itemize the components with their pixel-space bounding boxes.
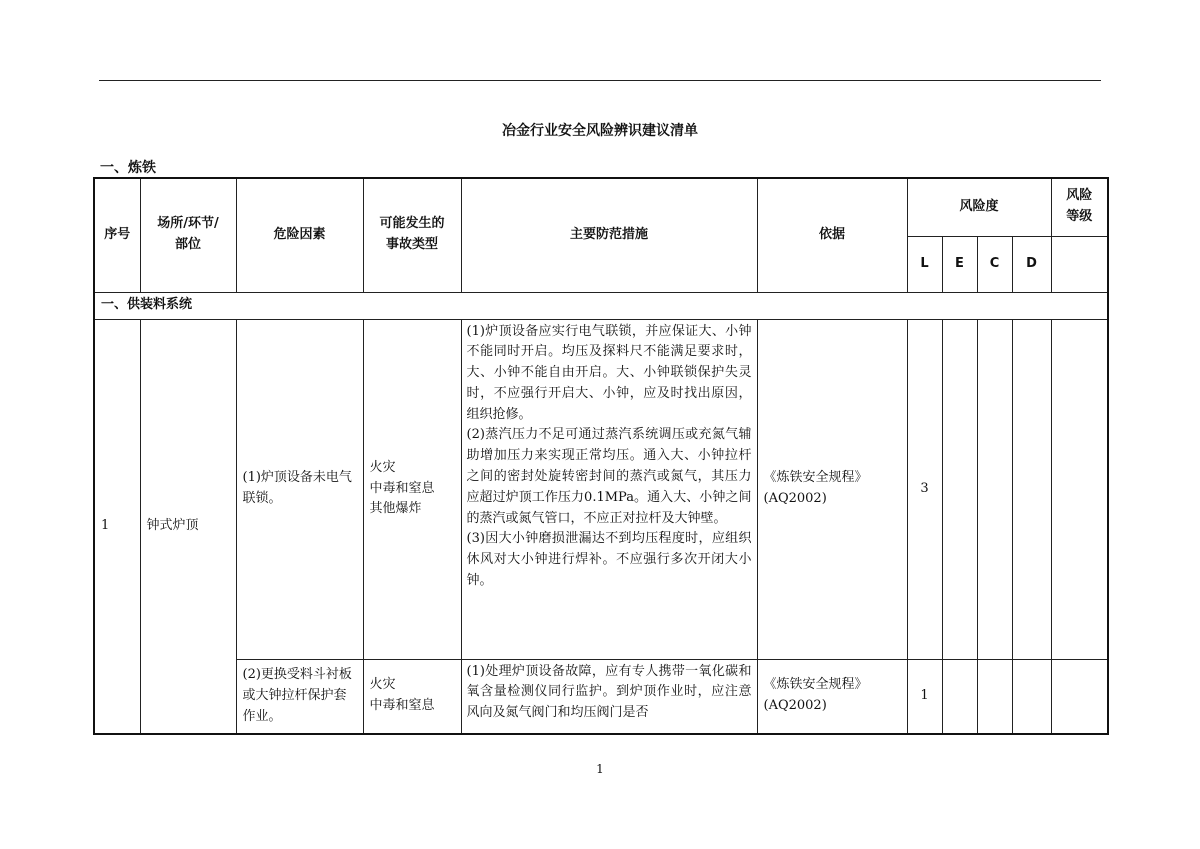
table-row [94, 319, 1108, 659]
section-heading: 一、炼铁 [100, 160, 156, 176]
row-L: 1 [907, 659, 942, 734]
row-seq: 1 [94, 319, 140, 734]
row-C [977, 659, 1012, 734]
header-L: L [907, 236, 942, 292]
subsection-label: 一、供装料系统 [94, 292, 1108, 319]
row-level [1051, 659, 1108, 734]
measure-item: (2)蒸汽压力不足可通过蒸汽系统调压或充氮气辅助增加压力来实现正常均压。通入大、小钟拉杆之间的密封处旋转密封间的蒸汽或氮气，其压力应超过炉顶工作压力0.1MPa。通入大、小钟之间的蒸汽或氮气管口，不应正对拉杆及大钟壁。 [466, 427, 752, 526]
basis-code: (AQ2002) [763, 698, 827, 714]
basis-title: 《炼铁安全规程》 [763, 470, 868, 486]
table-row [94, 659, 1108, 734]
header-level-blank [1051, 236, 1108, 292]
row-E [942, 659, 977, 734]
row-hazard: (1)炉顶设备未电气联锁。 [236, 319, 363, 659]
header-hazard: 危险因素 [236, 178, 363, 292]
header-C: C [977, 236, 1012, 292]
accident-type: 火灾 [369, 459, 396, 475]
row-E [942, 319, 977, 659]
row-D [1012, 659, 1051, 734]
measure-item: (3)因大小钟磨损泄漏达不到均压程度时，应组织休风对大小钟进行焊补。不应强行多次开闭大小钟。 [466, 531, 752, 589]
measure-item: (1)炉顶设备应实行电气联锁，并应保证大、小钟不能同时开启。均压及探料尺不能满足要求时，大、小钟不能自由开启。大、小钟联锁保护失灵时，不应强行开启大、小钟，应及时找出原因，组织抢修。 [466, 323, 752, 422]
page-number: 1 [596, 762, 604, 776]
row-accident [363, 659, 461, 734]
header-place: 场所/环节/部位 [140, 178, 236, 292]
row-basis [757, 659, 907, 734]
header-seq: 序号 [94, 178, 140, 292]
header-basis: 依据 [757, 178, 907, 292]
row-C [977, 319, 1012, 659]
header-rule [99, 80, 1101, 81]
accident-type: 中毒和窒息 [369, 480, 435, 496]
row-measures [461, 319, 757, 659]
measure-item: (1)处理炉顶设备故障，应有专人携带一氧化碳和氧含量检测仪同行监护。到炉顶作业时，应注意风向及氮气阀门和均压阀门是否 [466, 663, 752, 721]
row-place: 钟式炉顶 [140, 319, 236, 734]
header-risk: 风险度 [907, 178, 1051, 236]
header-accident: 可能发生的事故类型 [363, 178, 461, 292]
row-hazard: (2)更换受料斗衬板或大钟拉杆保护套作业。 [236, 659, 363, 734]
row-accident [363, 319, 461, 659]
accident-type: 中毒和窒息 [369, 698, 435, 714]
header-D: D [1012, 236, 1051, 292]
risk-table [93, 177, 1109, 735]
subsection-row [94, 292, 1108, 319]
row-D [1012, 319, 1051, 659]
basis-title: 《炼铁安全规程》 [763, 677, 868, 693]
document-title: 冶金行业安全风险辨识建议清单 [502, 123, 698, 139]
header-level: 风险等级 [1051, 178, 1108, 236]
row-basis [757, 319, 907, 659]
basis-code: (AQ2002) [763, 491, 827, 506]
header-row-1 [94, 178, 1108, 236]
row-level [1051, 319, 1108, 659]
header-measures: 主要防范措施 [461, 178, 757, 292]
header-E: E [942, 236, 977, 292]
row-L: 3 [907, 319, 942, 659]
accident-type: 其他爆炸 [369, 501, 422, 517]
row-measures [461, 659, 757, 734]
accident-type: 火灾 [369, 677, 396, 693]
